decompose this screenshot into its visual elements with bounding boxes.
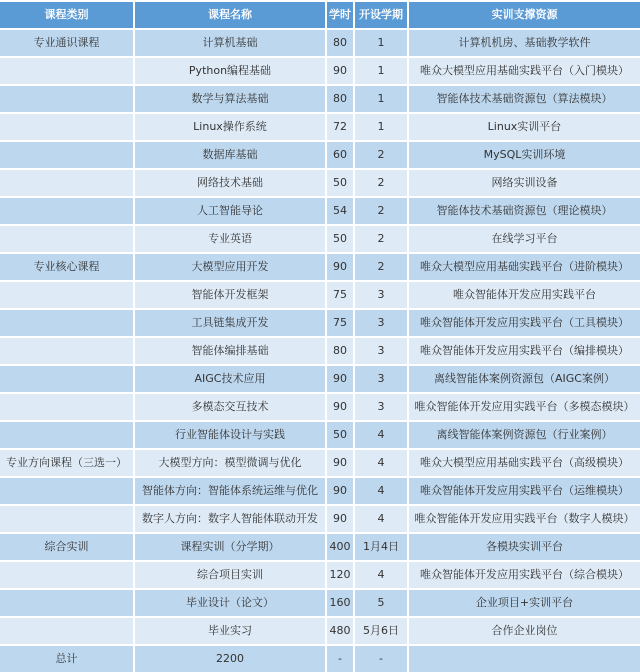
cell-semester: 1 xyxy=(355,114,407,140)
cell-course: 毕业设计（论文） xyxy=(135,590,325,616)
cell-semester: 5 xyxy=(355,590,407,616)
cell-category xyxy=(0,86,133,112)
cell-hours: 50 xyxy=(327,422,353,448)
cell-resource: 各模块实训平台 xyxy=(409,534,640,560)
cell-semester: 1月4日 xyxy=(355,534,407,560)
curriculum-table xyxy=(0,2,640,672)
cell-category xyxy=(0,226,133,252)
cell-course: 数学与算法基础 xyxy=(135,86,325,112)
cell-category: 专业方向课程（三选一） xyxy=(0,450,133,476)
cell-hours: 50 xyxy=(327,170,353,196)
cell-resource: 唯众大模型应用基础实践平台（高级模块） xyxy=(409,450,640,476)
cell-semester: 1 xyxy=(355,58,407,84)
header-cell-semester: 开设学期 xyxy=(355,2,407,28)
cell-course: 智能体编排基础 xyxy=(135,338,325,364)
cell-hours: 75 xyxy=(327,310,353,336)
cell-resource: 唯众智能体开发应用实践平台 xyxy=(409,282,640,308)
cell-hours: 120 xyxy=(327,562,353,588)
cell-resource: 唯众智能体开发应用实践平台（多模态模块） xyxy=(409,394,640,420)
cell-category: 总计 xyxy=(0,646,133,672)
cell-hours: 60 xyxy=(327,142,353,168)
cell-hours: 90 xyxy=(327,366,353,392)
cell-hours: 54 xyxy=(327,198,353,224)
cell-resource: MySQL实训环境 xyxy=(409,142,640,168)
cell-hours: 400 xyxy=(327,534,353,560)
cell-category xyxy=(0,422,133,448)
cell-course: 大模型方向：模型微调与优化 xyxy=(135,450,325,476)
cell-resource: 智能体技术基础资源包（算法模块） xyxy=(409,86,640,112)
cell-hours: 90 xyxy=(327,394,353,420)
cell-course: 大模型应用开发 xyxy=(135,254,325,280)
cell-category xyxy=(0,478,133,504)
cell-semester: 2 xyxy=(355,142,407,168)
cell-course: 工具链集成开发 xyxy=(135,310,325,336)
cell-course: 人工智能导论 xyxy=(135,198,325,224)
cell-category xyxy=(0,114,133,140)
cell-semester: 3 xyxy=(355,282,407,308)
cell-resource: 唯众智能体开发应用实践平台（编排模块） xyxy=(409,338,640,364)
cell-resource: 离线智能体案例资源包（行业案例） xyxy=(409,422,640,448)
cell-semester: 2 xyxy=(355,226,407,252)
cell-resource: 唯众智能体开发应用实践平台（运维模块） xyxy=(409,478,640,504)
header-cell-hours: 学时 xyxy=(327,2,353,28)
cell-hours: 90 xyxy=(327,450,353,476)
cell-course: 毕业实习 xyxy=(135,618,325,644)
cell-course: 网络技术基础 xyxy=(135,170,325,196)
cell-hours: 90 xyxy=(327,506,353,532)
cell-category xyxy=(0,58,133,84)
cell-resource: 智能体技术基础资源包（理论模块） xyxy=(409,198,640,224)
cell-resource: 网络实训设备 xyxy=(409,170,640,196)
cell-resource xyxy=(409,646,640,672)
cell-category xyxy=(0,338,133,364)
cell-semester: 1 xyxy=(355,86,407,112)
cell-hours: 160 xyxy=(327,590,353,616)
cell-semester: 2 xyxy=(355,198,407,224)
cell-resource: 唯众智能体开发应用实践平台（综合模块） xyxy=(409,562,640,588)
cell-resource: 企业项目+实训平台 xyxy=(409,590,640,616)
cell-hours: 50 xyxy=(327,226,353,252)
cell-course: 智能体方向：智能体系统运维与优化 xyxy=(135,478,325,504)
cell-resource: 合作企业岗位 xyxy=(409,618,640,644)
cell-category xyxy=(0,282,133,308)
cell-category xyxy=(0,198,133,224)
cell-category xyxy=(0,310,133,336)
cell-course: 智能体开发框架 xyxy=(135,282,325,308)
cell-category xyxy=(0,618,133,644)
cell-course: 2200 xyxy=(135,646,325,672)
cell-course: AIGC技术应用 xyxy=(135,366,325,392)
header-cell-category: 课程类别 xyxy=(0,2,133,28)
cell-hours: - xyxy=(327,646,353,672)
cell-semester: 5月6日 xyxy=(355,618,407,644)
cell-category: 专业通识课程 xyxy=(0,30,133,56)
cell-course: 行业智能体设计与实践 xyxy=(135,422,325,448)
cell-hours: 80 xyxy=(327,338,353,364)
cell-semester: - xyxy=(355,646,407,672)
header-cell-course: 课程名称 xyxy=(135,2,325,28)
cell-semester: 4 xyxy=(355,478,407,504)
cell-category xyxy=(0,562,133,588)
cell-resource: 在线学习平台 xyxy=(409,226,640,252)
cell-hours: 75 xyxy=(327,282,353,308)
cell-semester: 4 xyxy=(355,422,407,448)
cell-semester: 4 xyxy=(355,450,407,476)
cell-resource: 唯众智能体开发应用实践平台（数字人模块） xyxy=(409,506,640,532)
cell-course: 数字人方向：数字人智能体联动开发 xyxy=(135,506,325,532)
cell-semester: 2 xyxy=(355,170,407,196)
cell-category xyxy=(0,590,133,616)
header-cell-resource: 实训支撑资源 xyxy=(409,2,640,28)
cell-semester: 4 xyxy=(355,562,407,588)
cell-hours: 72 xyxy=(327,114,353,140)
cell-semester: 2 xyxy=(355,254,407,280)
cell-semester: 3 xyxy=(355,338,407,364)
cell-course: 数据库基础 xyxy=(135,142,325,168)
cell-course: 综合项目实训 xyxy=(135,562,325,588)
cell-course: 计算机基础 xyxy=(135,30,325,56)
cell-semester: 3 xyxy=(355,366,407,392)
cell-course: Linux操作系统 xyxy=(135,114,325,140)
cell-category: 综合实训 xyxy=(0,534,133,560)
cell-category xyxy=(0,142,133,168)
cell-resource: 唯众智能体开发应用实践平台（工具模块） xyxy=(409,310,640,336)
cell-hours: 80 xyxy=(327,86,353,112)
cell-resource: 唯众大模型应用基础实践平台（进阶模块） xyxy=(409,254,640,280)
cell-course: Python编程基础 xyxy=(135,58,325,84)
cell-category xyxy=(0,394,133,420)
cell-semester: 4 xyxy=(355,506,407,532)
cell-hours: 80 xyxy=(327,30,353,56)
cell-hours: 90 xyxy=(327,58,353,84)
cell-category xyxy=(0,170,133,196)
cell-resource: 计算机机房、基础教学软件 xyxy=(409,30,640,56)
cell-category: 专业核心课程 xyxy=(0,254,133,280)
cell-course: 专业英语 xyxy=(135,226,325,252)
cell-category xyxy=(0,506,133,532)
cell-resource: 离线智能体案例资源包（AIGC案例） xyxy=(409,366,640,392)
cell-course: 课程实训（分学期） xyxy=(135,534,325,560)
cell-resource: Linux实训平台 xyxy=(409,114,640,140)
cell-resource: 唯众大模型应用基础实践平台（入门模块） xyxy=(409,58,640,84)
cell-semester: 3 xyxy=(355,394,407,420)
cell-hours: 90 xyxy=(327,254,353,280)
cell-course: 多模态交互技术 xyxy=(135,394,325,420)
cell-hours: 480 xyxy=(327,618,353,644)
cell-category xyxy=(0,366,133,392)
cell-hours: 90 xyxy=(327,478,353,504)
cell-semester: 1 xyxy=(355,30,407,56)
cell-semester: 3 xyxy=(355,310,407,336)
